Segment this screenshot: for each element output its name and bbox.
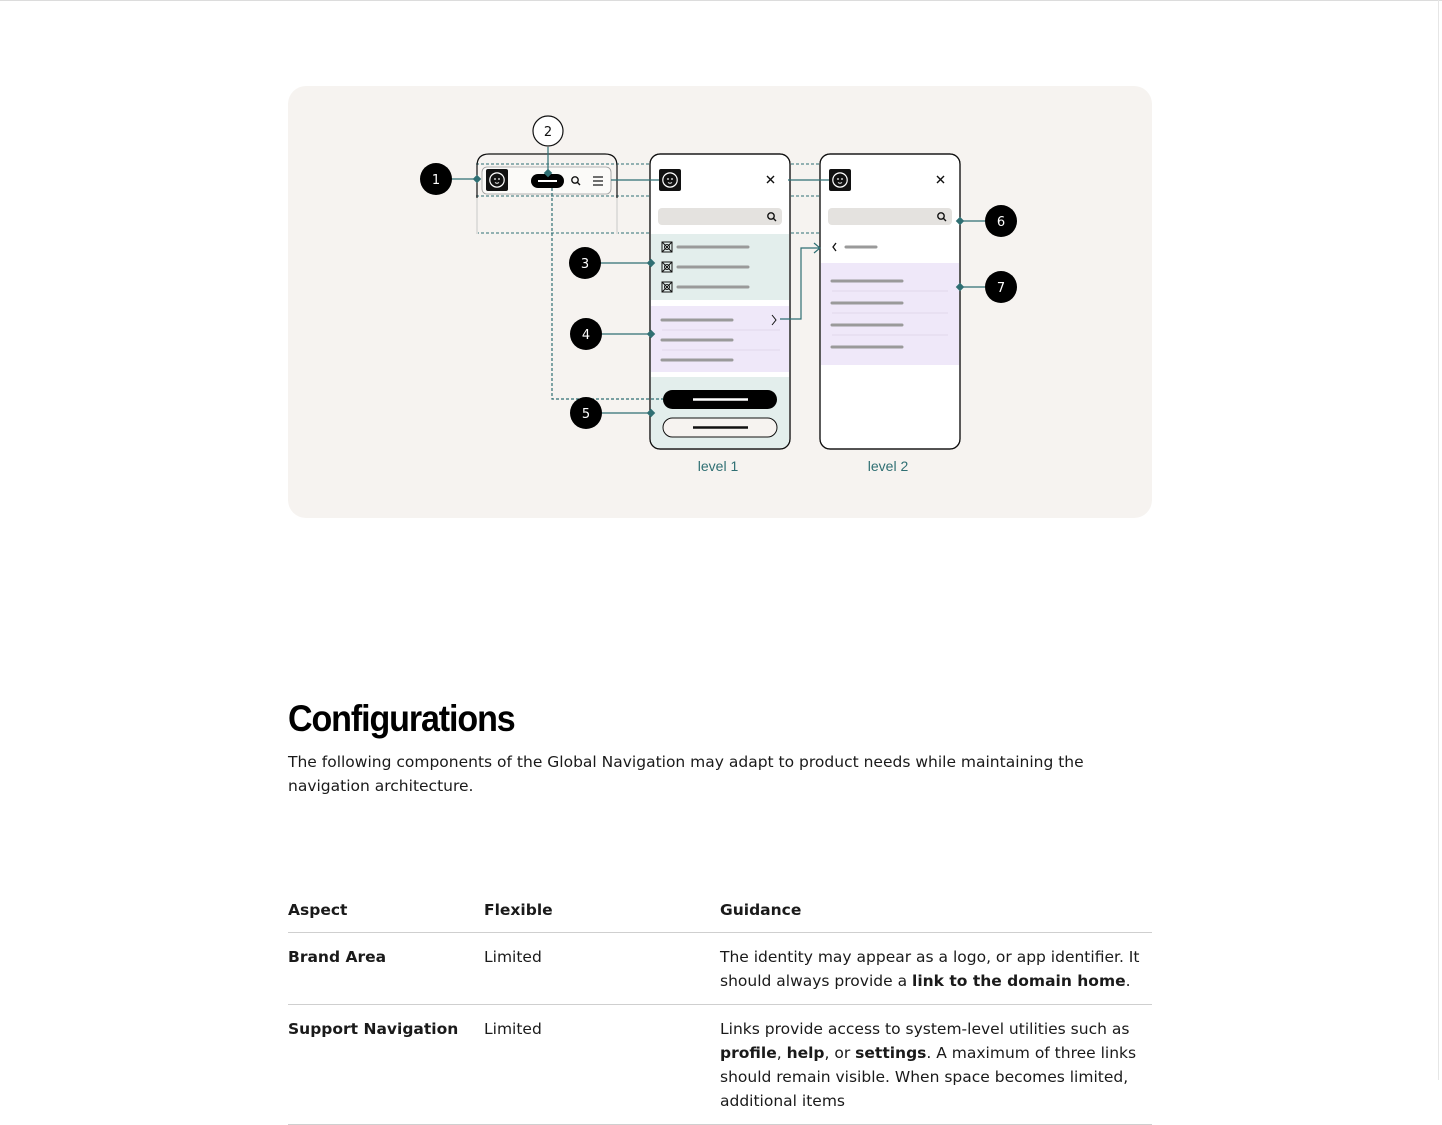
page-scrollbar-track [1438,0,1439,1080]
callout-2 [533,116,563,146]
section-title: Configurations [288,698,515,739]
guidance-text: The identity may appear as a logo, or app identifier. It should always provide a [720,948,1140,990]
lion-logo-icon [659,169,681,191]
callout-7 [985,271,1017,303]
guidance-text: , [776,1044,787,1062]
svg-text:2: 2 [543,125,553,140]
level-2-phone-frame [820,154,960,449]
cell-flexible: Limited [484,933,720,1005]
guidance-emphasis: help [786,1044,825,1062]
cell-flexible: Limited [484,1005,720,1125]
diagram-canvas [288,86,1152,518]
top-divider [0,0,1442,1]
svg-text:7: 7 [996,281,1006,296]
lion-logo-icon [486,169,508,191]
level-2-label: level 2 [867,458,909,474]
callout-1 [420,163,452,195]
svg-text:5: 5 [581,407,591,422]
level-1-phone-frame [650,154,790,449]
table-row [288,933,1152,1005]
table-header-row [288,896,1152,933]
callout-3 [569,247,601,279]
svg-text:6: 6 [996,215,1006,230]
guidance-emphasis: profile [720,1044,777,1062]
guidance-text: Links provide access to system-level utilities such as [720,1020,1130,1038]
level-1-label: level 1 [697,458,739,474]
lion-logo-icon [829,169,851,191]
cell-aspect: Brand Area [288,933,484,1005]
svg-text:3: 3 [580,257,590,272]
guidance-emphasis: link to the domain home [912,972,1126,990]
column-header-guidance: Guidance [720,896,1152,933]
svg-text:4: 4 [581,328,591,343]
section-intro: The following components of the Global Navigation may adapt to product needs while maintaining the navigation architecture. [288,753,1084,795]
guidance-emphasis: settings [855,1044,927,1062]
collapsed-header-frame [477,154,617,234]
navigation-anatomy-diagram [288,86,1152,518]
guidance-text: . [1125,972,1131,990]
column-header-flexible: Flexible [484,896,720,933]
table-row [288,1005,1152,1125]
cell-aspect: Support Navigation [288,1005,484,1125]
guidance-text: . A maximum of three links should remain visible. When space becomes limited, additional items [720,1044,1137,1110]
guidance-text: , or [824,1044,856,1062]
configurations-table [288,896,1152,1125]
callout-5 [570,397,602,429]
column-header-aspect: Aspect [288,896,484,933]
callout-4 [570,318,602,350]
cell-guidance [720,933,1152,1005]
callout-6 [985,205,1017,237]
cell-guidance [720,1005,1152,1125]
svg-text:1: 1 [431,173,441,188]
